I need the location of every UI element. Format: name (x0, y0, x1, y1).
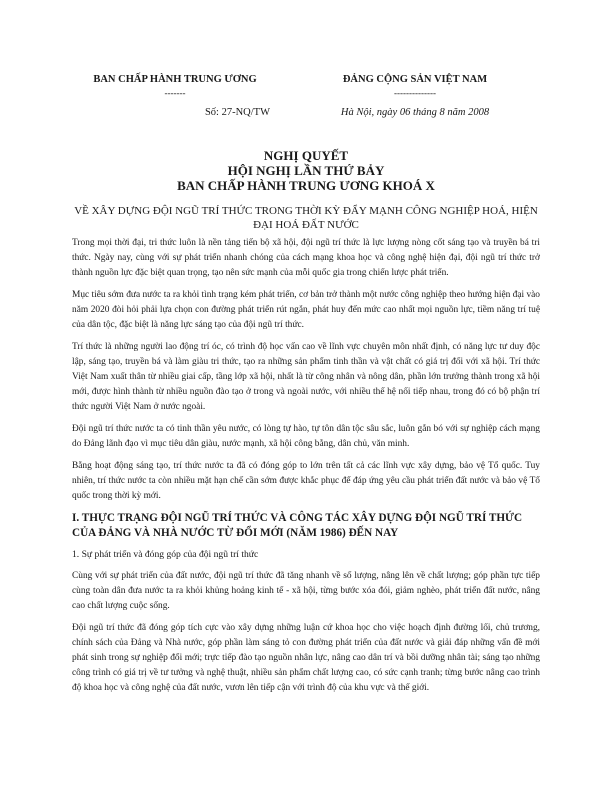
issuing-body-block (80, 72, 270, 120)
issuing-body-rule: ------- (164, 88, 186, 98)
subsection-heading: 1. Sự phát triển và đóng góp của đội ngũ trí thức (72, 549, 259, 560)
section-heading: I. THỰC TRẠNG ĐỘI NGŨ TRÍ THỨC VÀ CÔNG TÁC XÂY DỰNG ĐỘI NGŨ TRÍ THỨC CỦA ĐẢNG VÀ NHÀ NƯỚC TỪ ĐỔI MỚI (NĂM 1986) ĐẾN NAY (72, 512, 523, 539)
party-block (300, 72, 530, 120)
section-paragraph: Cùng với sự phát triển của đất nước, đội ngũ trí thức đã tăng nhanh về số lượng, nâng lên về chất lượng; góp phần tực tiếp cùng toàn dân đưa nước ta ra khỏi khủng hoảng kinh tế - xã hội, từng bước xóa đói, giảm nghèo, phát triển đất nước, nâng cao chất lượng cuộc sống. (72, 571, 540, 611)
document-body (72, 236, 540, 703)
document-title (72, 148, 540, 193)
issuing-body: BAN CHẤP HÀNH TRUNG ƯƠNG (93, 74, 257, 85)
title-line-3: BAN CHẤP HÀNH TRUNG ƯƠNG KHOÁ X (177, 178, 435, 193)
intro-paragraph: Bằng hoạt động sáng tạo, trí thức nước ta đã có đóng góp to lớn trên tất cả các lĩnh vực xây dựng, bảo vệ Tổ quốc. Tuy nhiên, trí thức nước ta còn nhiều mặt hạn chế cần sớm được khắc phục để đáp ứng yêu cầu phát triển đất nước và bảo vệ Tổ quốc trong thời kỳ mới. (72, 461, 540, 501)
party-name-rule: -------------- (394, 88, 436, 98)
document-subtitle: VỀ XÂY DỰNG ĐỘI NGŨ TRÍ THỨC TRONG THỜI KỲ ĐẨY MẠNH CÔNG NGHIỆP HOÁ, HIỆN ĐẠI HOÁ ĐẤT NƯỚC (74, 205, 538, 231)
document-number: Số: 27-NQ/TW (204, 107, 270, 118)
section-paragraph: Đội ngũ trí thức đã đóng góp tích cực vào xây dựng những luận cứ khoa học cho việc hoạch định đường lối, chủ trương, chính sách của Đảng và Nhà nước, góp phần làm sáng tỏ con đường phát triển của đất nước và giải đáp những vấn đề mới phát sinh trong sự nghiệp đổi mới; trực tiếp đào tạo nguồn nhân lực, nâng cao dân trí và bồi dưỡng nhân tài; sáng tạo những công trình có giá trị về tư tưởng và nghệ thuật, nhiều sản phẩm chất lượng cao, có sức cạnh tranh; từng bước nâng cao trình độ khoa học và công nghệ của đất nước, vươn lên tiếp cận với trình độ của khu vực và thế giới. (72, 623, 540, 693)
title-line-2: HỘI NGHỊ LẦN THỨ BẢY (227, 163, 385, 178)
place-date: Hà Nội, ngày 06 tháng 8 năm 2008 (340, 107, 490, 118)
intro-paragraph: Trong mọi thời đại, tri thức luôn là nền tảng tiến bộ xã hội, đội ngũ trí thức là lực lượng nòng cốt sáng tạo và truyền bá tri thức. Ngày nay, cùng với sự phát triển nhanh chóng của cách mạng khoa học và công nghệ hiện đại, đội ngũ trí thức trở thành nguồn lực đặc biệt quan trọng, tạo nên sức mạnh của mỗi quốc gia trong chiến lược phát triển. (72, 238, 540, 278)
party-name: ĐẢNG CỘNG SẢN VIỆT NAM (342, 74, 488, 85)
intro-paragraph: Đội ngũ trí thức nước ta có tinh thần yêu nước, có lòng tự hào, tự tôn dân tộc sâu sắc, luôn gắn bó với sự nghiệp cách mạng do Đảng lãnh đạo vì mục tiêu dân giàu, nước mạnh, xã hội công bằng, dân chủ, văn minh. (72, 424, 540, 449)
intro-paragraph: Trí thức là những người lao động trí óc, có trình độ học vấn cao về lĩnh vực chuyên môn nhất định, có năng lực tư duy độc lập, sáng tạo, truyền bá và làm giàu tri thức, tạo ra những sản phẩm tinh thần và vật chất có giá trị đối với xã hội. Trí thức Việt Nam xuất thân từ nhiều giai cấp, tầng lớp xã hội, nhất là từ công nhân và nông dân, phần lớn trưởng thành trong xã hội mới, được hình thành từ nhiều nguồn đào tạo ở trong và ngoài nước, với nhiều thế hệ nối tiếp nhau, trong đó có bộ phận trí thức người Việt Nam ở nước ngoài. (72, 342, 540, 412)
title-line-1: NGHỊ QUYẾT (263, 148, 349, 163)
intro-paragraph: Mục tiêu sớm đưa nước ta ra khỏi tình trạng kém phát triển, cơ bản trở thành một nước công nghiệp theo hướng hiện đại vào năm 2020 đòi hỏi phải lựa chọn con đường phát triển rút ngắn, phát huy đến mức cao nhất mọi nguồn lực, tiềm năng trí tuệ của dân tộc, đặc biệt là năng lực sáng tạo của đội ngũ trí thức. (72, 290, 540, 330)
